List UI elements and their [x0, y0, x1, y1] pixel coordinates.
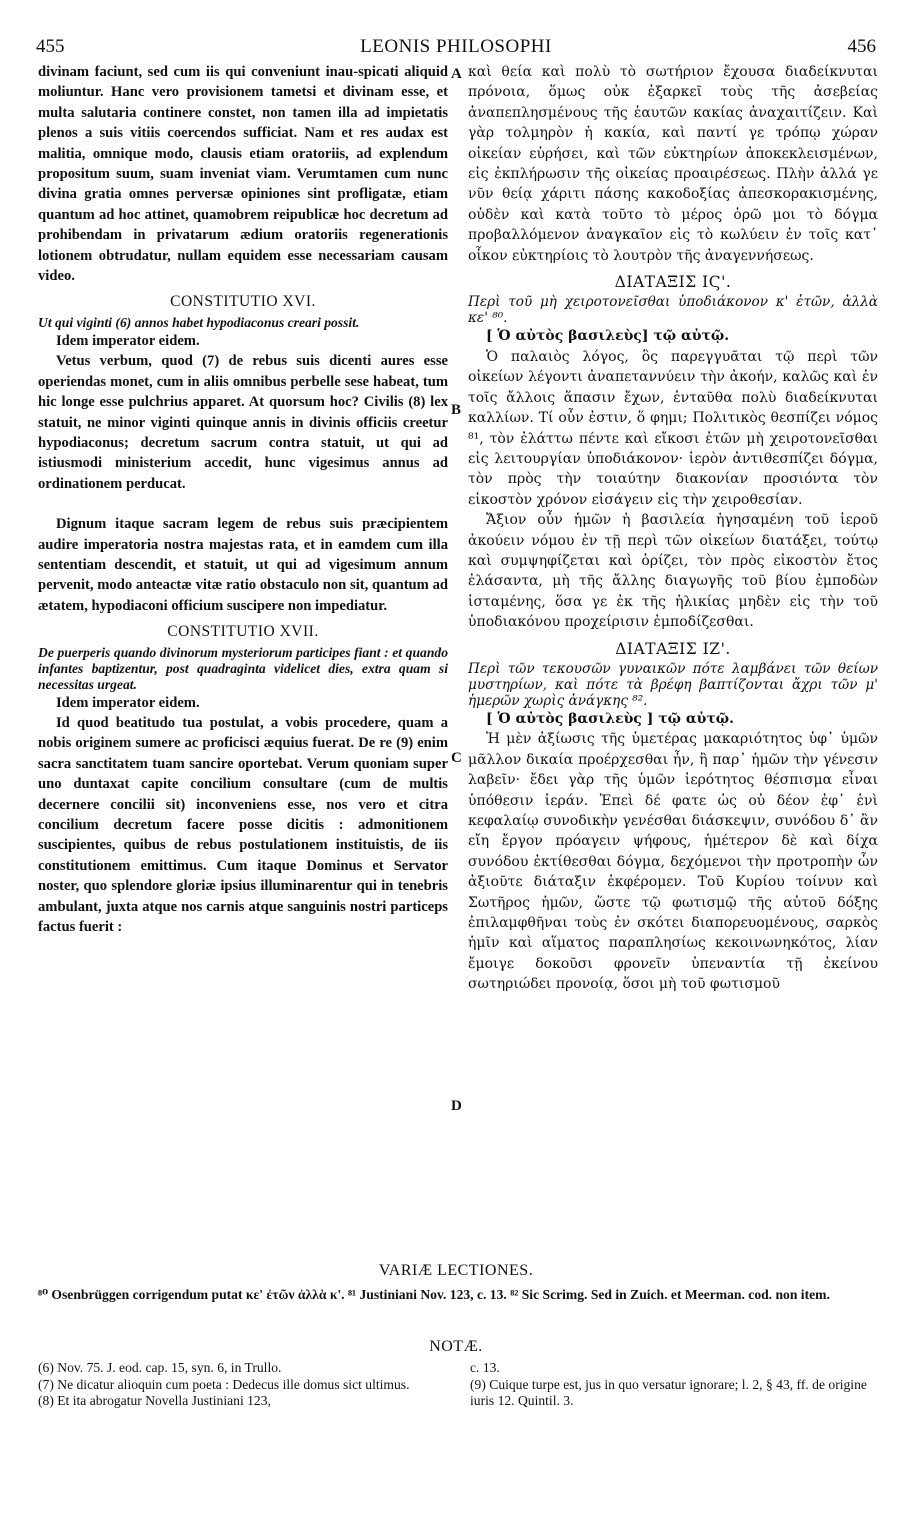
greek-constitution-17-title: ΔΙΑΤΑΞΙΣ ΙΖ'. [615, 639, 731, 658]
running-title: LEONIS PHILOSOPHI [360, 36, 552, 57]
greek-constitution-17-rubric: Περὶ τῶν τεκουσῶν γυναικῶν πότε λαμβάνει τῶν θείων μυστηρίων, καὶ πότε τὰ βρέφη βαπτίζονται ἄχρι τῶν μ' ἡμερῶν χωρὶς ἀνάγκης ⁸². [468, 660, 878, 709]
greek-constitution-17-dedication: [ Ὁ αὐτὸς βασιλεὺς ] τῷ αὐτῷ. [486, 710, 734, 727]
note-8: (8) Et ita abrogatur Novella Justiniani 123, [38, 1393, 271, 1408]
page-number-right: 456 [847, 36, 876, 57]
greek-column [468, 62, 878, 995]
latin-constitution-17-title: CONSTITUTIO XVII. [167, 623, 319, 641]
greek-constitution-17-paragraph-1: Ἡ μὲν ἀξίωσις τῆς ὑμετέρας μακαριότητος ὑφ᾽ ὑμῶν μᾶλλον δικαία προέρχεσθαι ἦν, ἢ παρ᾽ ἡμῶν τὴν γένεσιν λαβεῖν· ἔδει γὰρ τῆς ὑμῶν ἱερότητος θέσπισμα εἶναι ὑπόθεσιν ἱεράν. Ἐπεὶ δέ φατε ὡς οὐ δέον ἐφ᾽ ἑνὶ κεφαλαίῳ συνοδικὴν γενέσθαι διάσκεψιν, συνόδου δ᾽ ἂν εἴη ἔργον πρόαγειν ψήφους, ἡμέτερον δὲ καὶ δίχα συνόδου ἐκτίθεσθαι δόγμα, δεχόμενοι τὴν προτροπὴν ὧν ἀξιοῦτε διάταξιν ἐκφέρομεν. Τοῦ Κυρίου τοίνυν καὶ Σωτῆρος ἡμῶν, ὥστε τῷ φωτισμῷ τῆς αὐτοῦ δόξης ἐπιλαμφθῆναι τοὺς ἐν σκότει διαπορευομένους, σαρκὸς ἡμῖν καὶ αἵματος παραπλησίως κεκοινωνηκότος, λίαν ἔμοιγε δοκοῦσι φρονεῖν ὑπεναντία τῇ ἐκείνου σωτηριώδει προνοίᾳ, ὅσοι μὴ τοῦ φωτισμοῦ [468, 731, 878, 993]
latin-constitution-17-paragraph-1: Id quod beatitudo tua postulat, a vobis procedere, quam a nobis originem sumere ac proficisci æquius fuerat. De re (9) enim sacra sanctitatem tuam sancire oportebat. Verum quoniam super uno duntaxat capite concilium consultare (cum de multis decernere concilii sit) inconveniens esse, nos vero et citra concilium decretum facere posse dicitis : admonitionem suscipientes, quibus de rebus postulationem instituistis, de iis constitutionem emittimus. Cum itaque Dominus et Servator noster, quo splendore gloriæ ipsius illuminarentur qui in tenebris ambulant, juxta atque nos carnis atque sanguinis nostri particeps factus fuerit : [38, 714, 448, 936]
latin-constitution-16-paragraph-2: Dignum itaque sacram legem de rebus suis præcipientem audire imperatoria nostra majestas rata, et in eamdem cum illa sententiam descendit, et statuit, ut qui ad vigesimum annum pervenit, modo anteactæ vitæ ratio obstaculo non sit, quantum ad ætatem, hypodiaconi officium suscipere non impediatur. [38, 516, 448, 614]
latin-constitution-17-rubric: De puerperis quando divinorum mysteriorum participes fiant : et quando infantes baptizentur, post quadraginta videlicet dies, extra quam si necessitas urgeat. [38, 644, 448, 692]
note-7: (7) Ne dicatur alioquin cum poeta : Dedecus ille domus sict ultimus. [38, 1376, 410, 1392]
notae-left-column [38, 1360, 438, 1410]
latin-column [38, 62, 448, 937]
note-8-continued: c. 13. [470, 1360, 500, 1375]
latin-constitution-16-paragraph-1: Vetus verbum, quod (7) de rebus suis dicenti aures esse operiendas monet, cum in aliis omnibus perbelle sese habeat, tum hic longe esse pulchrius apparet. At quorsum hoc? Civilis (8) lex statuit, ne minor viginti quinque annis in divinis officiis creetur hypodiaconus; decretum sacrum contra statuit, ut qui ad istiusmodi ministerium accedit, hunc vigesimus annus ad ordinationem perducat. [38, 353, 448, 492]
margin-letter-a: A [451, 66, 462, 82]
notae-right-column [470, 1360, 880, 1410]
page-header [36, 36, 876, 62]
latin-intro-paragraph: divinam faciunt, sed cum iis qui conveniunt inau-spicati aliquid moliuntur. Hanc vero provisionem tametsi et divinam esse, et multa salutaria continere constet, non tamen illa ad impietatis plenos a suis vitiis coercendos sufficiat. Nam et res audax est malitia, omnique modo, clausis etiam oratoriis, ad explendum propositum suum, suam inveniat viam. Verumtamen cum nunc divina gratia omnes perversæ opiniones sint profligatæ, etiam quantum ad hoc attinet, quamobrem reipublicæ hoc decretum ad prohibendam in privatarum ædium oratoriis regenerationis lotionem obtrudatur, nullam equidem esse necessariam causam video. [38, 64, 448, 285]
greek-constitution-16-paragraph-2: Ἄξιον οὖν ἡμῶν ἡ βασιλεία ἡγησαμένη τοῦ ἱεροῦ ἀκούειν νόμου ἐν τῇ περὶ τῶν οἰκείων διατάξει, τούτῳ καὶ συμψηφίζεται καὶ ὁρίζει, τὸν πρὸς εἰκοστὸν ἔτος ἐλάσαντα, μὴ τῆς ἄλλης διαγωγῆς τοῦ βίου ἐμποδὼν ἱσταμένης, ὅσα γε ἐκ τῆς ἡλικίας μηδὲν εἰς τὴν τοῦ ὑποδιακόνου προχείρισιν ἐμποδίζεσθαι. [468, 512, 878, 631]
variae-lectiones-text: ⁸⁰ Osenbrüggen corrigendum putat κε' ἐτῶν ἀλλὰ κ'. ⁸¹ Justiniani Nov. 123, c. 13. ⁸² Sic Scrimg. Sed in Zuich. et Meerman. cod. non item. [38, 1287, 830, 1302]
latin-constitution-16-title: CONSTITUTIO XVI. [170, 293, 316, 311]
margin-letter-c: C [451, 750, 462, 766]
page-number-left: 455 [36, 36, 65, 57]
greek-constitution-16-rubric: Περὶ τοῦ μὴ χειροτονεῖσθαι ὑποδιάκονον κ' ἐτῶν, ἀλλὰ κε' ⁸⁰. [468, 294, 878, 327]
notae-title: NOTÆ. [429, 1338, 483, 1355]
greek-constitution-16-title: ΔΙΑΤΑΞΙΣ ΙϚ'. [614, 273, 732, 292]
latin-constitution-17-dedication: Idem imperator eidem. [56, 694, 200, 711]
note-6: (6) Nov. 75. J. eod. cap. 15, syn. 6, in Trullo. [38, 1360, 282, 1375]
margin-letter-b: B [451, 402, 462, 418]
note-9: (9) Cuique turpe est, jus in quo versatur ignorare; l. 2, § 43, ff. de origine iuris 12. Quintil. 3. [470, 1376, 867, 1408]
latin-constitution-16-dedication: Idem imperator eidem. [56, 332, 200, 349]
greek-constitution-16-paragraph-1: Ὁ παλαιὸς λόγος, ὃς παρεγγυᾶται τῷ περὶ τῶν οἰκείων λέγοντι ἀναπεταννύειν τὴν ἀκοήν, καλῶς καὶ ἐν τοῖς ἄλλοις ἅπασιν ἔχων, ἐνταῦθα πολὺ διαδείκνυται καλλίων. Τί οὖν ἐστιν, ὅ φημι; Πολιτικὸς θεσπίζει νόμος ⁸¹, τὸν ἐλάττω πέντε καὶ εἴκοσι ἐτῶν μὴ χειροτονεῖσθαι εἰς λειτουργίαν ὑποδιάκονον· ἱερὸν ἀντιθεσπίζει δόγμα, τὸν πρὸς τὴν τοιαύτην διακονίαν προσιόντα τὸν εἰκοστὸν χρόνον εἰσάγειν εἰς τὴν χειροθεσίαν. [468, 348, 878, 508]
greek-intro-paragraph: καὶ θεία καὶ πολὺ τὸ σωτήριον ἔχουσα διαδείκνυται πρόνοια, ὅμως οὐκ ἐξαρκεῖ τοὺς τῆς ἀσεβείας ἀναπεπλησμένους τῆς ἑαυτῶν κακίας ἀναχαιτίζειν. Καὶ γὰρ τολμηρὸν ἡ κακία, καὶ παντί γε τρόπῳ χώραν οἰκείαν εὑρήσει, καὶ τῶν εὐκτηρίων ἀποκεκλεισμένων, εἰς ἐκπλήρωσιν τῆς οἰκείας προαιρέσεως. Πλὴν ἀλλά γε νῦν θείᾳ χάριτι πάσης κακοδοξίας ἀπεσκορακισμένης, οὐδὲν καὶ κατὰ τοῦτο τὸ μέρος ὁρῶ μοι τὸ δόγμα προβαλλόμενον ἀναγκαῖον εἰς τὸ κωλύειν ἐν τοῖς κατ᾽ οἶκον εὐκτηρίοις τὸ λουτρὸν τῆς ἀναγεννήσεως. [468, 64, 878, 264]
margin-letter-d: D [451, 1098, 462, 1114]
greek-constitution-16-dedication: [ Ὁ αὐτὸς βασιλεὺς] τῷ αὐτῷ. [486, 328, 730, 345]
latin-constitution-16-rubric: Ut qui viginti (6) annos habet hypodiaconus creari possit. [38, 314, 360, 330]
variae-lectiones-title: VARIÆ LECTIONES. [378, 1262, 534, 1279]
